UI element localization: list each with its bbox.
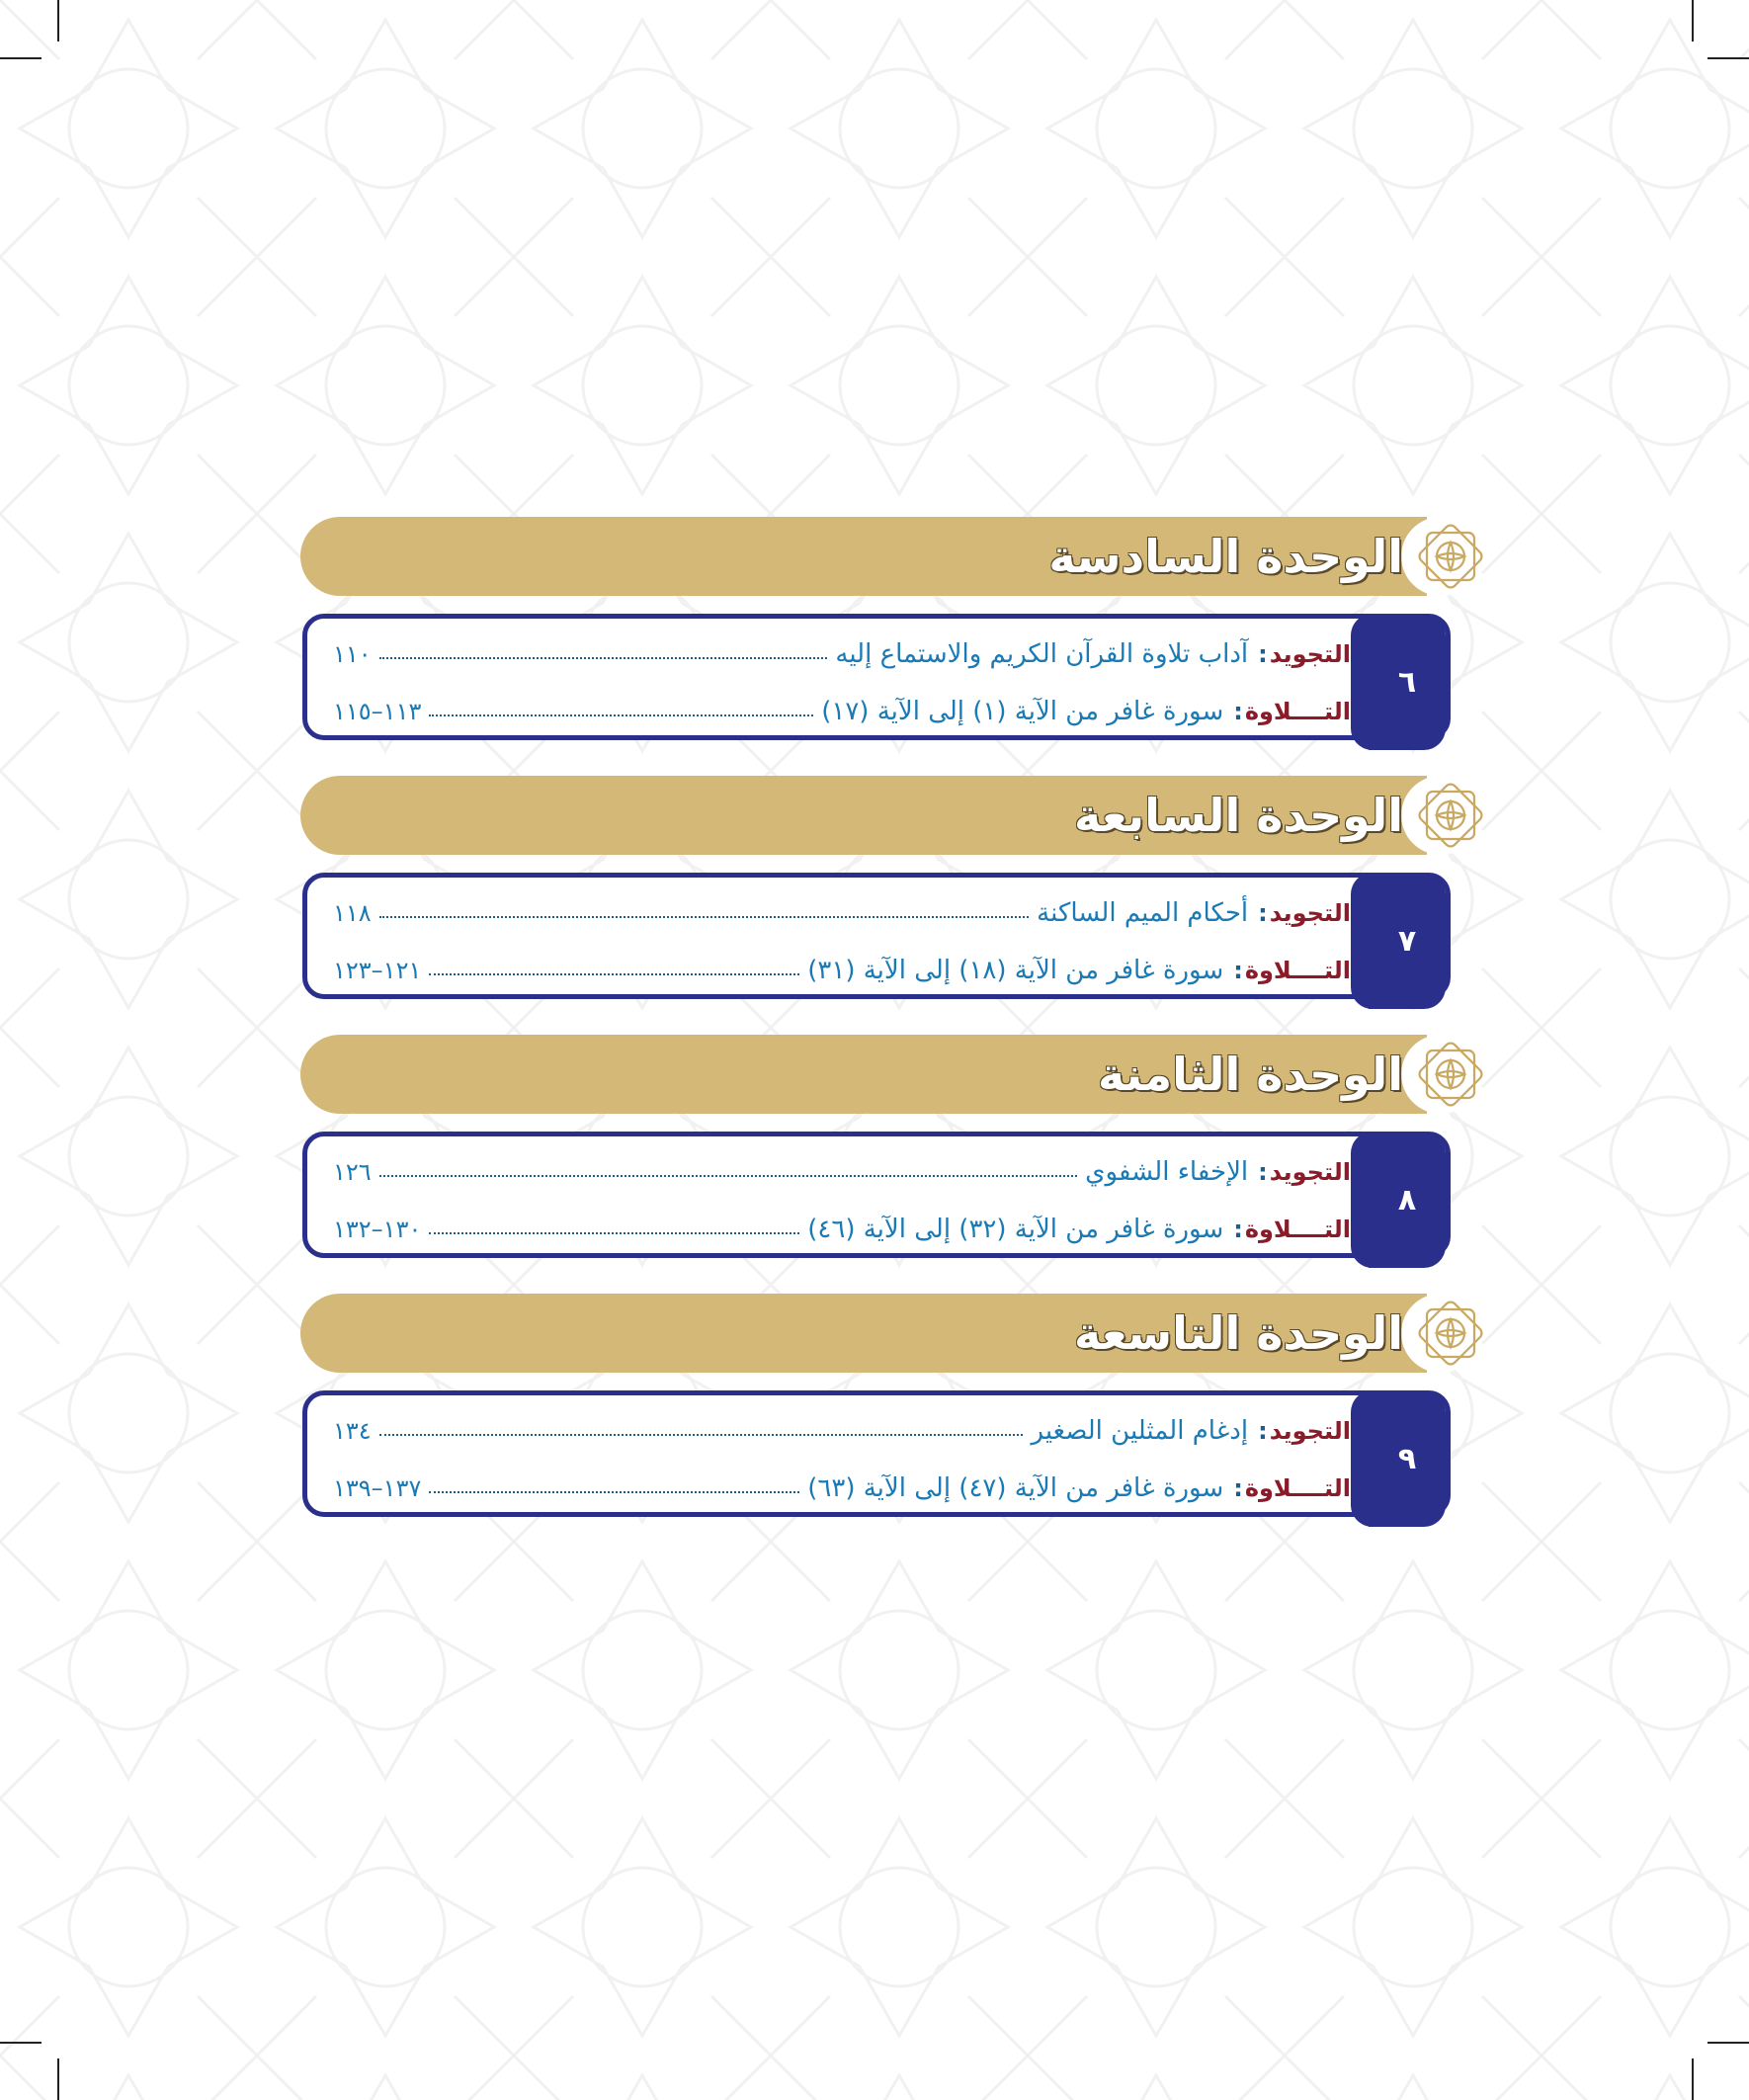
unit-section (296, 1294, 1502, 1558)
dot-leader (379, 657, 828, 659)
tilawa-label: التــــلاوة (1244, 698, 1351, 725)
crop-mark (1707, 57, 1749, 59)
unit-title: الوحدة الثامنة (1097, 1048, 1403, 1101)
tajweed-text: آداب تلاوة القرآن الكريم والاستماع إليه (835, 639, 1249, 669)
tajweed-row[interactable] (333, 1409, 1351, 1453)
crop-mark (57, 2058, 59, 2100)
page-number: ١٢٦ (333, 1158, 372, 1186)
label-colon: : (1233, 698, 1243, 725)
tilawa-label: التــــلاوة (1244, 1474, 1351, 1502)
octagram-flower-icon (1411, 1035, 1490, 1114)
label-colon: : (1258, 1158, 1268, 1186)
unit-number-tab (1369, 1390, 1446, 1527)
tilawa-row[interactable] (333, 949, 1351, 992)
page-range: ١١٣–١١٥ (333, 698, 422, 725)
tilawa-row[interactable] (333, 1467, 1351, 1510)
tajweed-text: الإخفاء الشفوي (1085, 1157, 1249, 1187)
page-number: ١٣٤ (333, 1417, 372, 1445)
tajweed-label: التجويد (1269, 640, 1351, 668)
unit-number: ٨ (1397, 1182, 1417, 1218)
label-colon: : (1258, 899, 1268, 927)
crop-mark (0, 2042, 42, 2044)
unit-title: الوحدة السابعة (1073, 789, 1403, 842)
unit-number: ٦ (1397, 664, 1417, 700)
dot-leader (379, 916, 1029, 918)
tajweed-row[interactable] (333, 891, 1351, 935)
crop-mark (1707, 2042, 1749, 2044)
label-colon: : (1233, 957, 1243, 984)
dot-leader (429, 714, 813, 716)
crop-mark (1692, 0, 1694, 42)
tajweed-label: التجويد (1269, 1417, 1351, 1445)
label-colon: : (1233, 1474, 1243, 1502)
dot-leader (379, 1434, 1024, 1436)
octagram-flower-icon (1411, 1294, 1490, 1373)
label-colon: : (1258, 1417, 1268, 1445)
page-range: ١٢١–١٢٣ (333, 957, 422, 984)
tajweed-text: إدغام المثلين الصغير (1031, 1416, 1249, 1446)
dot-leader (379, 1175, 1077, 1177)
octagram-flower-icon (1411, 776, 1490, 855)
page-number: ١١٨ (333, 899, 372, 927)
tajweed-row[interactable] (333, 1150, 1351, 1194)
crop-mark (57, 0, 59, 42)
dot-leader (429, 1491, 799, 1493)
tilawa-label: التــــلاوة (1244, 1216, 1351, 1243)
unit-number: ٧ (1397, 923, 1417, 959)
lesson-box (302, 1390, 1451, 1517)
tajweed-row[interactable] (333, 632, 1351, 676)
unit-section (296, 1035, 1502, 1300)
page-number: ١١٠ (333, 640, 372, 668)
octagram-flower-icon (1411, 517, 1490, 596)
tilawa-text: سورة غافر من الآية (١٨) إلى الآية (٣١) (807, 956, 1224, 985)
unit-section (296, 517, 1502, 782)
tilawa-row[interactable] (333, 1208, 1351, 1251)
crop-mark (0, 57, 42, 59)
unit-number-tab (1369, 614, 1446, 750)
tajweed-text: أحكام الميم الساكنة (1037, 898, 1249, 928)
tilawa-label: التــــلاوة (1244, 957, 1351, 984)
lesson-box (302, 614, 1451, 740)
lesson-box (302, 1132, 1451, 1258)
tilawa-text: سورة غافر من الآية (١) إلى الآية (١٧) (821, 697, 1224, 726)
page-range: ١٣٧–١٣٩ (333, 1474, 422, 1502)
unit-title: الوحدة السادسة (1048, 530, 1403, 583)
dot-leader (429, 1232, 799, 1234)
unit-section (296, 776, 1502, 1041)
label-colon: : (1233, 1216, 1243, 1243)
unit-number-tab (1369, 1132, 1446, 1268)
tilawa-row[interactable] (333, 690, 1351, 733)
unit-number: ٩ (1397, 1441, 1417, 1476)
label-colon: : (1258, 640, 1268, 668)
unit-title: الوحدة التاسعة (1074, 1306, 1403, 1360)
tajweed-label: التجويد (1269, 899, 1351, 927)
unit-number-tab (1369, 873, 1446, 1009)
dot-leader (429, 973, 799, 975)
lesson-box (302, 873, 1451, 999)
crop-mark (1692, 2058, 1694, 2100)
tajweed-label: التجويد (1269, 1158, 1351, 1186)
tilawa-text: سورة غافر من الآية (٤٧) إلى الآية (٦٣) (807, 1473, 1224, 1503)
page-range: ١٣٠–١٣٢ (333, 1216, 422, 1243)
tilawa-text: سورة غافر من الآية (٣٢) إلى الآية (٤٦) (807, 1215, 1224, 1244)
